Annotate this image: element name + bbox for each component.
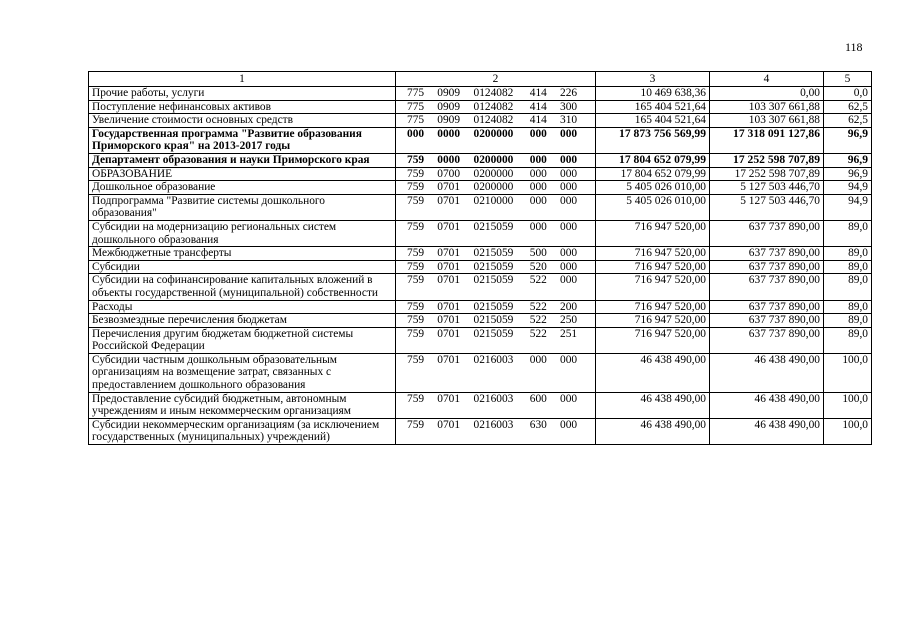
header-col-5: 5 bbox=[824, 72, 872, 87]
row-codes bbox=[396, 153, 596, 167]
row-v5: 89,0 bbox=[824, 274, 872, 300]
code-cell: 0909 bbox=[437, 100, 461, 113]
row-v3: 46 438 490,00 bbox=[596, 418, 710, 444]
code-cell: 522 bbox=[529, 274, 547, 287]
row-v4: 637 737 890,00 bbox=[710, 247, 824, 261]
table-row bbox=[89, 392, 872, 418]
row-v4: 103 307 661,88 bbox=[710, 114, 824, 128]
code-cell: 0701 bbox=[437, 274, 461, 287]
page-number: 118 bbox=[845, 40, 863, 54]
table-row bbox=[89, 87, 872, 101]
header-col-3: 3 bbox=[596, 72, 710, 87]
code-cell: 630 bbox=[529, 418, 547, 431]
code-cell: 0216003 bbox=[473, 418, 514, 431]
table-row bbox=[89, 300, 872, 314]
row-v5: 89,0 bbox=[824, 327, 872, 353]
code-cell: 759 bbox=[407, 181, 425, 194]
header-col-4: 4 bbox=[710, 72, 824, 87]
code-cell: 0215059 bbox=[473, 300, 514, 313]
code-cell: 000 bbox=[529, 153, 547, 166]
code-cell: 759 bbox=[407, 220, 425, 233]
code-cell: 000 bbox=[560, 392, 578, 405]
row-v4: 637 737 890,00 bbox=[710, 314, 824, 328]
code-cell: 000 bbox=[560, 167, 578, 180]
code-cell: 759 bbox=[407, 167, 425, 180]
code-cell: 0215059 bbox=[473, 274, 514, 287]
code-cell: 0701 bbox=[437, 194, 461, 207]
row-name: Дошкольное образование bbox=[89, 181, 396, 195]
row-name: Департамент образования и науки Приморского края bbox=[89, 153, 396, 167]
row-v4: 17 252 598 707,89 bbox=[710, 153, 824, 167]
code-cell: 000 bbox=[560, 220, 578, 233]
row-v3: 165 404 521,64 bbox=[596, 100, 710, 114]
code-cell: 0000 bbox=[437, 127, 461, 140]
row-codes bbox=[396, 114, 596, 128]
code-cell: 0701 bbox=[437, 220, 461, 233]
code-cell: 0200000 bbox=[473, 167, 514, 180]
row-v4: 46 438 490,00 bbox=[710, 392, 824, 418]
row-v5: 96,9 bbox=[824, 127, 872, 153]
code-cell: 500 bbox=[529, 247, 547, 260]
code-cell: 0210000 bbox=[473, 194, 514, 207]
row-v4: 103 307 661,88 bbox=[710, 100, 824, 114]
row-name: Перечисления другим бюджетам бюджетной системы Российской Федерации bbox=[89, 327, 396, 353]
table-header-row bbox=[89, 72, 872, 87]
code-cell: 000 bbox=[560, 274, 578, 287]
code-cell: 0200000 bbox=[473, 181, 514, 194]
row-name: Увеличение стоимости основных средств bbox=[89, 114, 396, 128]
row-v5: 0,0 bbox=[824, 87, 872, 101]
code-cell: 0200000 bbox=[473, 127, 514, 140]
code-cell: 0909 bbox=[437, 114, 461, 127]
row-name: Безвозмездные перечисления бюджетам bbox=[89, 314, 396, 328]
row-v3: 17 804 652 079,99 bbox=[596, 153, 710, 167]
row-codes bbox=[396, 220, 596, 246]
code-cell: 414 bbox=[529, 100, 547, 113]
code-cell: 0701 bbox=[437, 181, 461, 194]
code-cell: 0700 bbox=[437, 167, 461, 180]
row-name: Субсидии на модернизацию региональных систем дошкольного образования bbox=[89, 220, 396, 246]
header-col-2: 2 bbox=[396, 72, 596, 87]
code-cell: 0124082 bbox=[473, 114, 514, 127]
row-v3: 5 405 026 010,00 bbox=[596, 181, 710, 195]
row-v4: 46 438 490,00 bbox=[710, 418, 824, 444]
row-codes bbox=[396, 247, 596, 261]
row-codes bbox=[396, 194, 596, 220]
code-cell: 0216003 bbox=[473, 353, 514, 366]
row-name: Субсидии bbox=[89, 260, 396, 274]
row-v3: 716 947 520,00 bbox=[596, 220, 710, 246]
header-col-1: 1 bbox=[89, 72, 396, 87]
code-cell: 522 bbox=[529, 314, 547, 327]
code-cell: 0215059 bbox=[473, 314, 514, 327]
row-v4: 46 438 490,00 bbox=[710, 353, 824, 392]
code-cell: 200 bbox=[560, 300, 578, 313]
code-cell: 300 bbox=[560, 100, 578, 113]
table-row bbox=[89, 314, 872, 328]
code-cell: 0215059 bbox=[473, 260, 514, 273]
row-codes bbox=[396, 100, 596, 114]
code-cell: 0701 bbox=[437, 392, 461, 405]
row-v5: 89,0 bbox=[824, 300, 872, 314]
row-v4: 637 737 890,00 bbox=[710, 274, 824, 300]
row-codes bbox=[396, 327, 596, 353]
row-name: Поступление нефинансовых активов bbox=[89, 100, 396, 114]
row-v5: 89,0 bbox=[824, 260, 872, 274]
code-cell: 775 bbox=[407, 87, 425, 99]
code-cell: 759 bbox=[407, 327, 425, 340]
row-v3: 716 947 520,00 bbox=[596, 327, 710, 353]
row-v5: 94,9 bbox=[824, 194, 872, 220]
row-name: Государственная программа "Развитие образования Приморского края" на 2013-2017 годы bbox=[89, 127, 396, 153]
row-name: Расходы bbox=[89, 300, 396, 314]
row-v3: 716 947 520,00 bbox=[596, 260, 710, 274]
table-row bbox=[89, 353, 872, 392]
code-cell: 000 bbox=[560, 353, 578, 366]
row-v3: 716 947 520,00 bbox=[596, 274, 710, 300]
code-cell: 522 bbox=[529, 300, 547, 313]
row-v5: 100,0 bbox=[824, 418, 872, 444]
code-cell: 310 bbox=[560, 114, 578, 127]
code-cell: 000 bbox=[529, 167, 547, 180]
row-v4: 5 127 503 446,70 bbox=[710, 181, 824, 195]
code-cell: 759 bbox=[407, 353, 425, 366]
code-cell: 000 bbox=[529, 220, 547, 233]
row-codes bbox=[396, 181, 596, 195]
code-cell: 000 bbox=[407, 127, 425, 140]
code-cell: 0701 bbox=[437, 353, 461, 366]
code-cell: 0215059 bbox=[473, 247, 514, 260]
row-v4: 5 127 503 446,70 bbox=[710, 194, 824, 220]
row-v5: 96,9 bbox=[824, 153, 872, 167]
row-v4: 637 737 890,00 bbox=[710, 220, 824, 246]
code-cell: 759 bbox=[407, 418, 425, 431]
code-cell: 250 bbox=[560, 314, 578, 327]
code-cell: 759 bbox=[407, 300, 425, 313]
code-cell: 759 bbox=[407, 392, 425, 405]
budget-table bbox=[88, 71, 872, 445]
code-cell: 000 bbox=[529, 194, 547, 207]
row-v3: 17 804 652 079,99 bbox=[596, 167, 710, 181]
row-v3: 716 947 520,00 bbox=[596, 247, 710, 261]
row-v5: 100,0 bbox=[824, 392, 872, 418]
code-cell: 0701 bbox=[437, 418, 461, 431]
row-v5: 100,0 bbox=[824, 353, 872, 392]
row-v4: 637 737 890,00 bbox=[710, 260, 824, 274]
row-name: Субсидии частным дошкольным образовательным организациям на возмещение затрат, связанных с предоставлением дошкольного образования bbox=[89, 353, 396, 392]
code-cell: 226 bbox=[560, 87, 578, 99]
code-cell: 522 bbox=[529, 327, 547, 340]
code-cell: 0200000 bbox=[473, 153, 514, 166]
code-cell: 000 bbox=[529, 181, 547, 194]
row-v5: 89,0 bbox=[824, 247, 872, 261]
row-codes bbox=[396, 274, 596, 300]
code-cell: 000 bbox=[560, 247, 578, 260]
row-codes bbox=[396, 87, 596, 101]
code-cell: 0701 bbox=[437, 300, 461, 313]
code-cell: 759 bbox=[407, 260, 425, 273]
table-row bbox=[89, 114, 872, 128]
row-codes bbox=[396, 392, 596, 418]
code-cell: 251 bbox=[560, 327, 578, 340]
row-codes bbox=[396, 127, 596, 153]
code-cell: 0701 bbox=[437, 327, 461, 340]
code-cell: 0216003 bbox=[473, 392, 514, 405]
table-row bbox=[89, 153, 872, 167]
row-v4: 0,00 bbox=[710, 87, 824, 101]
table-row bbox=[89, 100, 872, 114]
row-codes bbox=[396, 314, 596, 328]
row-name: ОБРАЗОВАНИЕ bbox=[89, 167, 396, 181]
table-row bbox=[89, 167, 872, 181]
row-v5: 62,5 bbox=[824, 100, 872, 114]
code-cell: 414 bbox=[529, 87, 547, 99]
table-row bbox=[89, 260, 872, 274]
code-cell: 520 bbox=[529, 260, 547, 273]
row-codes bbox=[396, 300, 596, 314]
table-row bbox=[89, 247, 872, 261]
row-v5: 89,0 bbox=[824, 220, 872, 246]
code-cell: 000 bbox=[560, 418, 578, 431]
row-v3: 716 947 520,00 bbox=[596, 300, 710, 314]
code-cell: 000 bbox=[560, 127, 578, 140]
code-cell: 0124082 bbox=[473, 87, 514, 99]
code-cell: 0000 bbox=[437, 153, 461, 166]
table-row bbox=[89, 220, 872, 246]
code-cell: 0215059 bbox=[473, 327, 514, 340]
row-v3: 716 947 520,00 bbox=[596, 314, 710, 328]
code-cell: 0701 bbox=[437, 247, 461, 260]
code-cell: 775 bbox=[407, 100, 425, 113]
row-v3: 17 873 756 569,99 bbox=[596, 127, 710, 153]
code-cell: 000 bbox=[560, 153, 578, 166]
code-cell: 0701 bbox=[437, 314, 461, 327]
row-v3: 46 438 490,00 bbox=[596, 353, 710, 392]
row-v3: 46 438 490,00 bbox=[596, 392, 710, 418]
table-row bbox=[89, 181, 872, 195]
row-v4: 17 318 091 127,86 bbox=[710, 127, 824, 153]
row-codes bbox=[396, 353, 596, 392]
table-row bbox=[89, 127, 872, 153]
row-v3: 10 469 638,36 bbox=[596, 87, 710, 101]
row-v5: 62,5 bbox=[824, 114, 872, 128]
code-cell: 000 bbox=[560, 260, 578, 273]
code-cell: 000 bbox=[560, 181, 578, 194]
row-v5: 96,9 bbox=[824, 167, 872, 181]
row-name: Подпрограмма "Развитие системы дошкольного образования" bbox=[89, 194, 396, 220]
table-row bbox=[89, 274, 872, 300]
row-name: Субсидии некоммерческим организациям (за исключением государственных (муниципальных) учреждений) bbox=[89, 418, 396, 444]
row-codes bbox=[396, 167, 596, 181]
row-name: Прочие работы, услуги bbox=[89, 87, 396, 101]
code-cell: 0124082 bbox=[473, 100, 514, 113]
row-codes bbox=[396, 418, 596, 444]
row-v5: 89,0 bbox=[824, 314, 872, 328]
code-cell: 600 bbox=[529, 392, 547, 405]
row-v4: 637 737 890,00 bbox=[710, 327, 824, 353]
row-name: Межбюджетные трансферты bbox=[89, 247, 396, 261]
row-v3: 5 405 026 010,00 bbox=[596, 194, 710, 220]
row-v4: 637 737 890,00 bbox=[710, 300, 824, 314]
code-cell: 759 bbox=[407, 314, 425, 327]
code-cell: 000 bbox=[529, 127, 547, 140]
code-cell: 759 bbox=[407, 274, 425, 287]
code-cell: 0909 bbox=[437, 87, 461, 99]
row-v4: 17 252 598 707,89 bbox=[710, 167, 824, 181]
code-cell: 759 bbox=[407, 194, 425, 207]
code-cell: 759 bbox=[407, 153, 425, 166]
code-cell: 759 bbox=[407, 247, 425, 260]
row-codes bbox=[396, 260, 596, 274]
code-cell: 000 bbox=[560, 194, 578, 207]
code-cell: 775 bbox=[407, 114, 425, 127]
code-cell: 000 bbox=[529, 353, 547, 366]
code-cell: 0701 bbox=[437, 260, 461, 273]
code-cell: 414 bbox=[529, 114, 547, 127]
table-row bbox=[89, 194, 872, 220]
code-cell: 0215059 bbox=[473, 220, 514, 233]
row-name: Предоставление субсидий бюджетным, автономным учреждениям и иным некоммерческим организациям bbox=[89, 392, 396, 418]
row-v5: 94,9 bbox=[824, 181, 872, 195]
table-row bbox=[89, 327, 872, 353]
row-v3: 165 404 521,64 bbox=[596, 114, 710, 128]
table-row bbox=[89, 418, 872, 444]
row-name: Субсидии на софинансирование капитальных вложений в объекты государственной (муниципальной) собственности bbox=[89, 274, 396, 300]
